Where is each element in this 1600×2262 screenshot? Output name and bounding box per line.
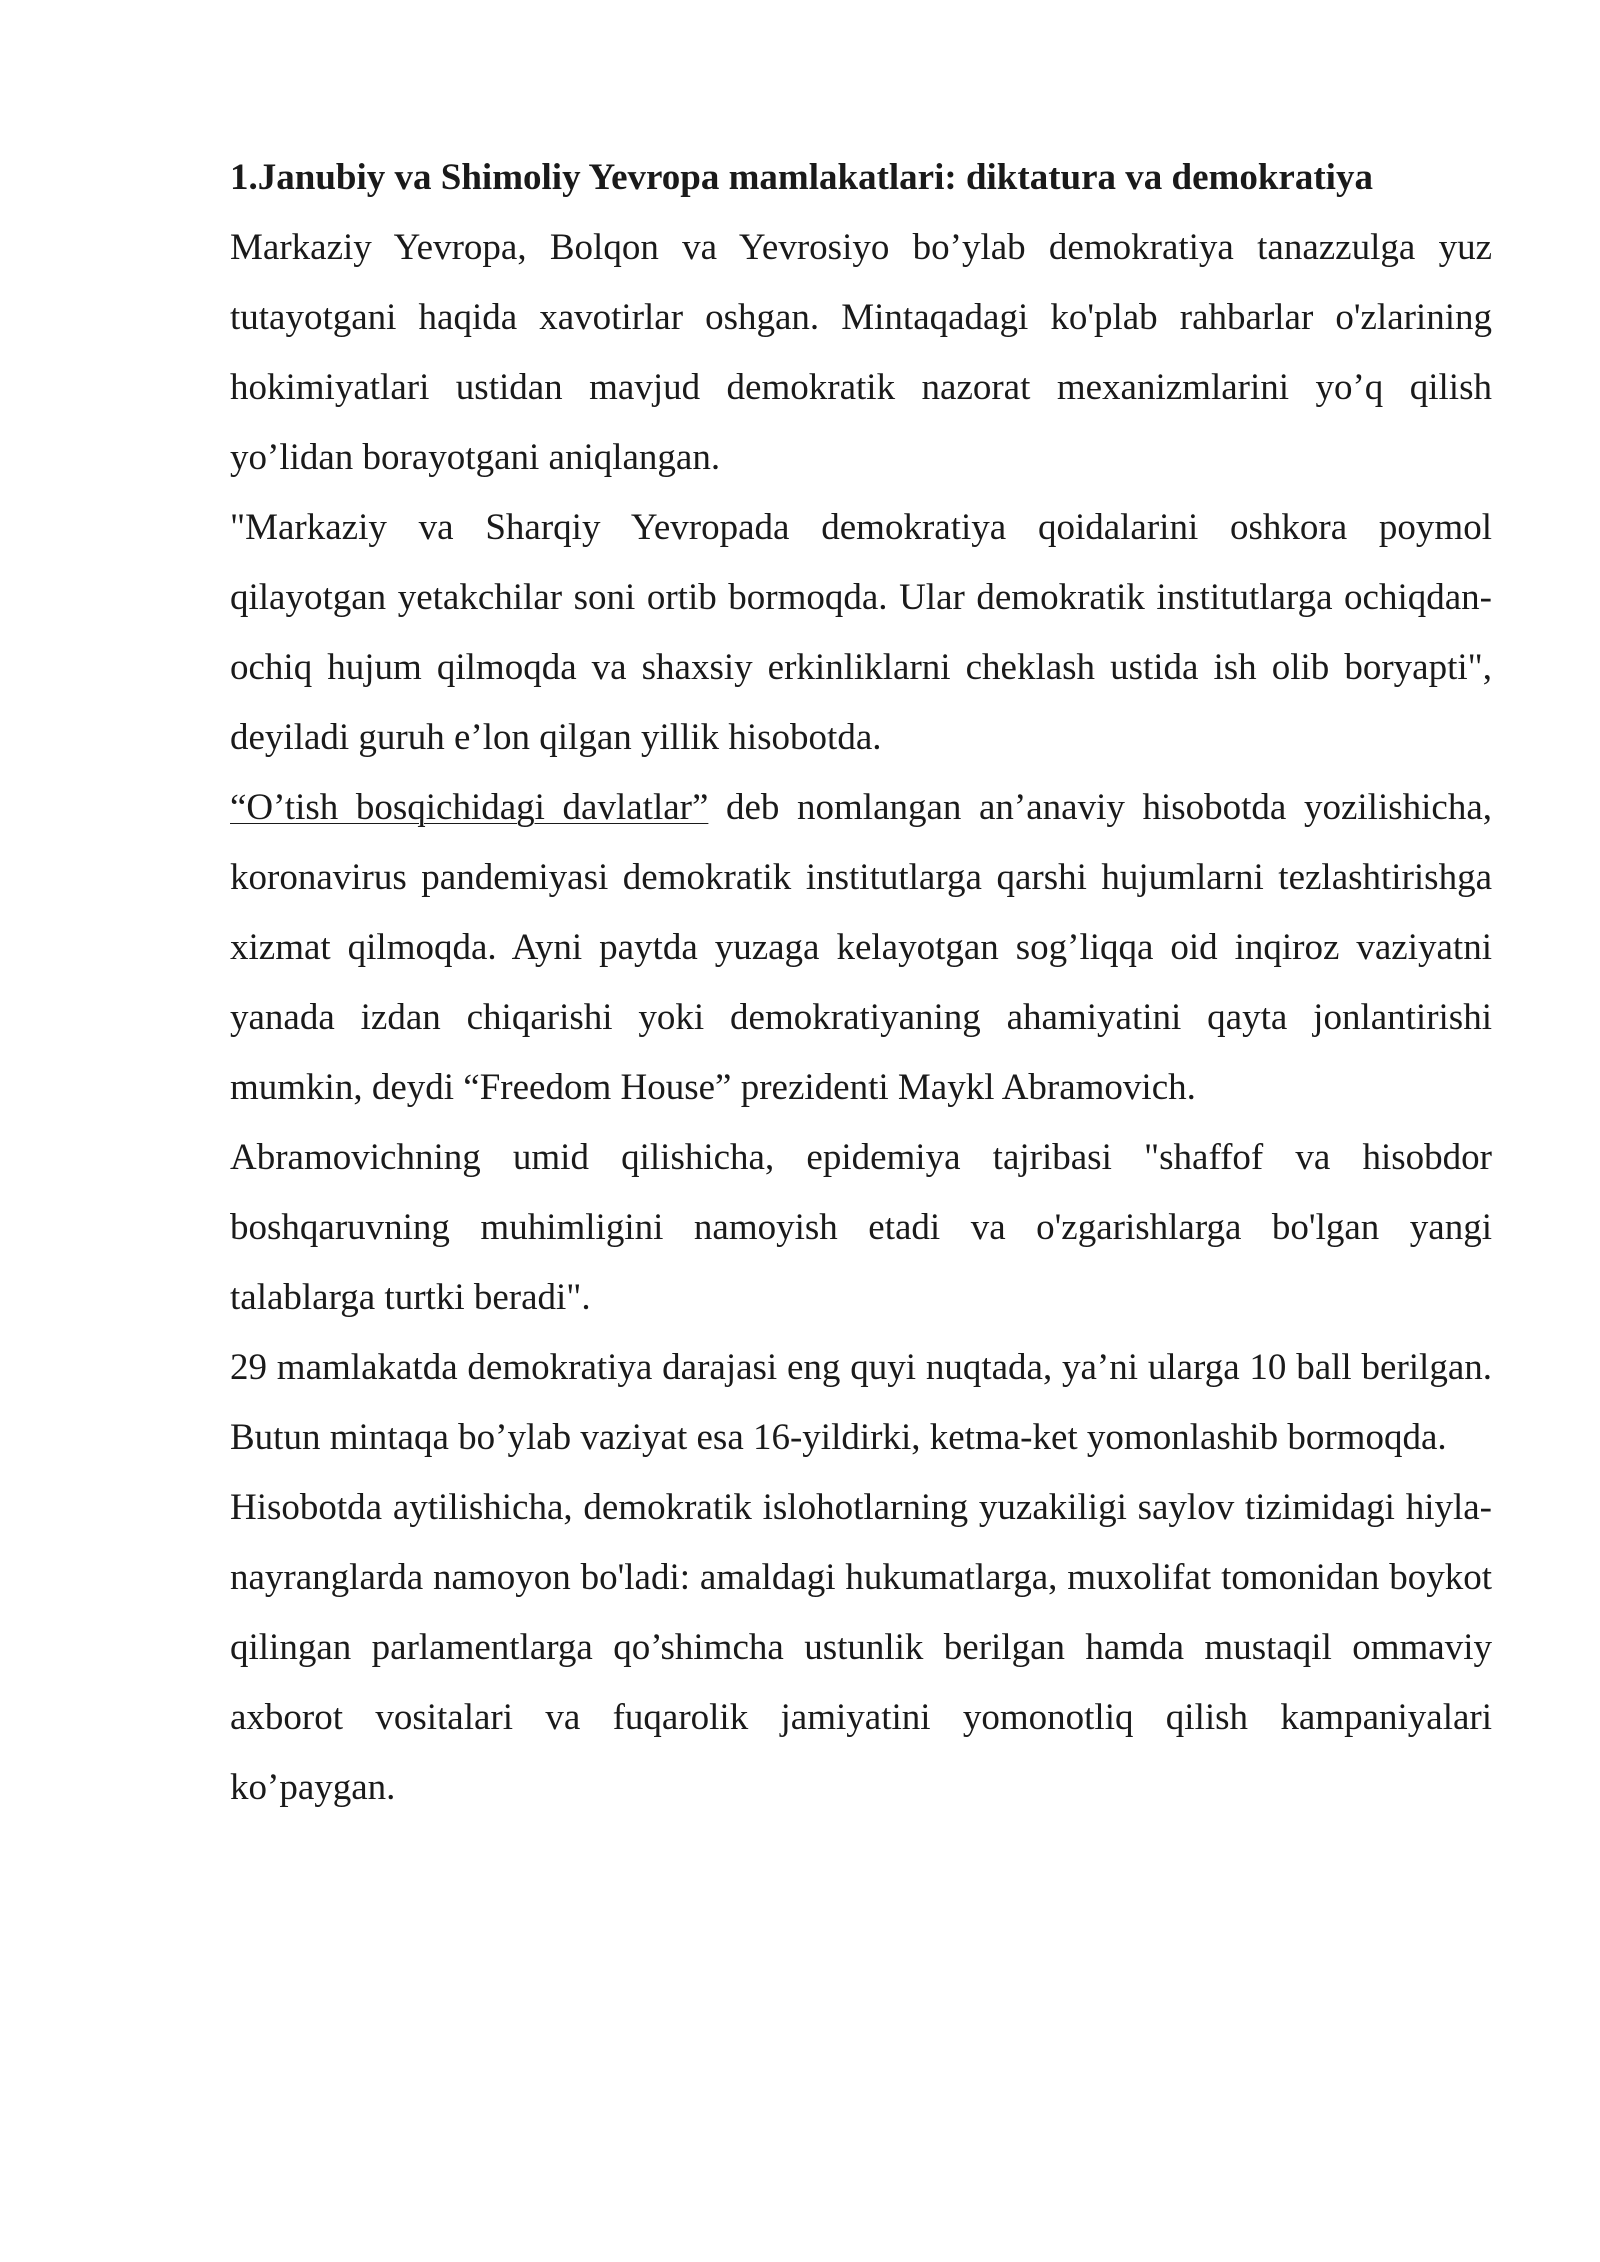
paragraph-3 bbox=[230, 773, 1492, 1123]
paragraph-6: Hisobotda aytilishicha, demokratik islohotlarning yuzakiligi saylov tizimidagi hiyla-nayranglarda namoyon bo'ladi: amaldagi hukumatlarga, muxolifat tomonidan boykot qilingan parlamentlarga qo’shimcha ustunlik berilgan hamda mustaqil ommaviy axborot vositalari va fuqarolik jamiyatini yomonotliq qilish kampaniyalari ko’paygan. bbox=[230, 1487, 1492, 1808]
paragraph-5: 29 mamlakatda demokratiya darajasi eng quyi nuqtada, ya’ni ularga 10 ball berilgan. Butun mintaqa bo’ylab vaziyat esa 16-yildirki, ketma-ket yomonlashib bormoqda. bbox=[230, 1347, 1492, 1458]
paragraph-1: Markaziy Yevropa, Bolqon va Yevrosiyo bo’ylab demokratiya tanazzulga yuz tutayotgani haqida xavotirlar oshgan. Mintaqadagi ko'plab rahbarlar o'zlarining hokimiyatlari ustidan mavjud demokratik nazorat mexanizmlarini yo’q qilish yo’lidan borayotgani aniqlangan. bbox=[230, 227, 1492, 478]
paragraph-4: Abramovichning umid qilishicha, epidemiya tajribasi "shaffof va hisobdor boshqaruvning muhimligini namoyish etadi va o'zgarishlarga bo'lgan yangi talablarga turtki beradi". bbox=[230, 1137, 1492, 1318]
paragraph-2: "Markaziy va Sharqiy Yevropada demokratiya qoidalarini oshkora poymol qilayotgan yetakchilar soni ortib bormoqda. Ular demokratik institutlarga ochiqdan-ochiq hujum qilmoqda va shaxsiy erkinliklarni cheklash ustida ish olib boryapti", deyiladi guruh e’lon qilgan yillik hisobotda. bbox=[230, 507, 1492, 758]
report-title-link[interactable]: “O’tish bosqichidagi davlatlar” bbox=[230, 787, 709, 828]
paragraph-3-text: deb nomlangan an’anaviy hisobotda yozilishicha, koronavirus pandemiyasi demokratik institutlarga qarshi hujumlarni tezlashtirishga xizmat qilmoqda. Ayni paytda yuzaga kelayotgan sog’liqqa oid inqiroz vaziyatni yanada izdan chiqarishi yoki demokratiyaning ahamiyatini qayta jonlantirishi mumkin, deydi “Freedom House” prezidenti Maykl Abramovich. bbox=[230, 787, 1492, 1108]
section-heading: 1.Janubiy va Shimoliy Yevropa mamlakatlari: diktatura va demokratiya bbox=[230, 157, 1373, 198]
document-body bbox=[230, 143, 1492, 1823]
